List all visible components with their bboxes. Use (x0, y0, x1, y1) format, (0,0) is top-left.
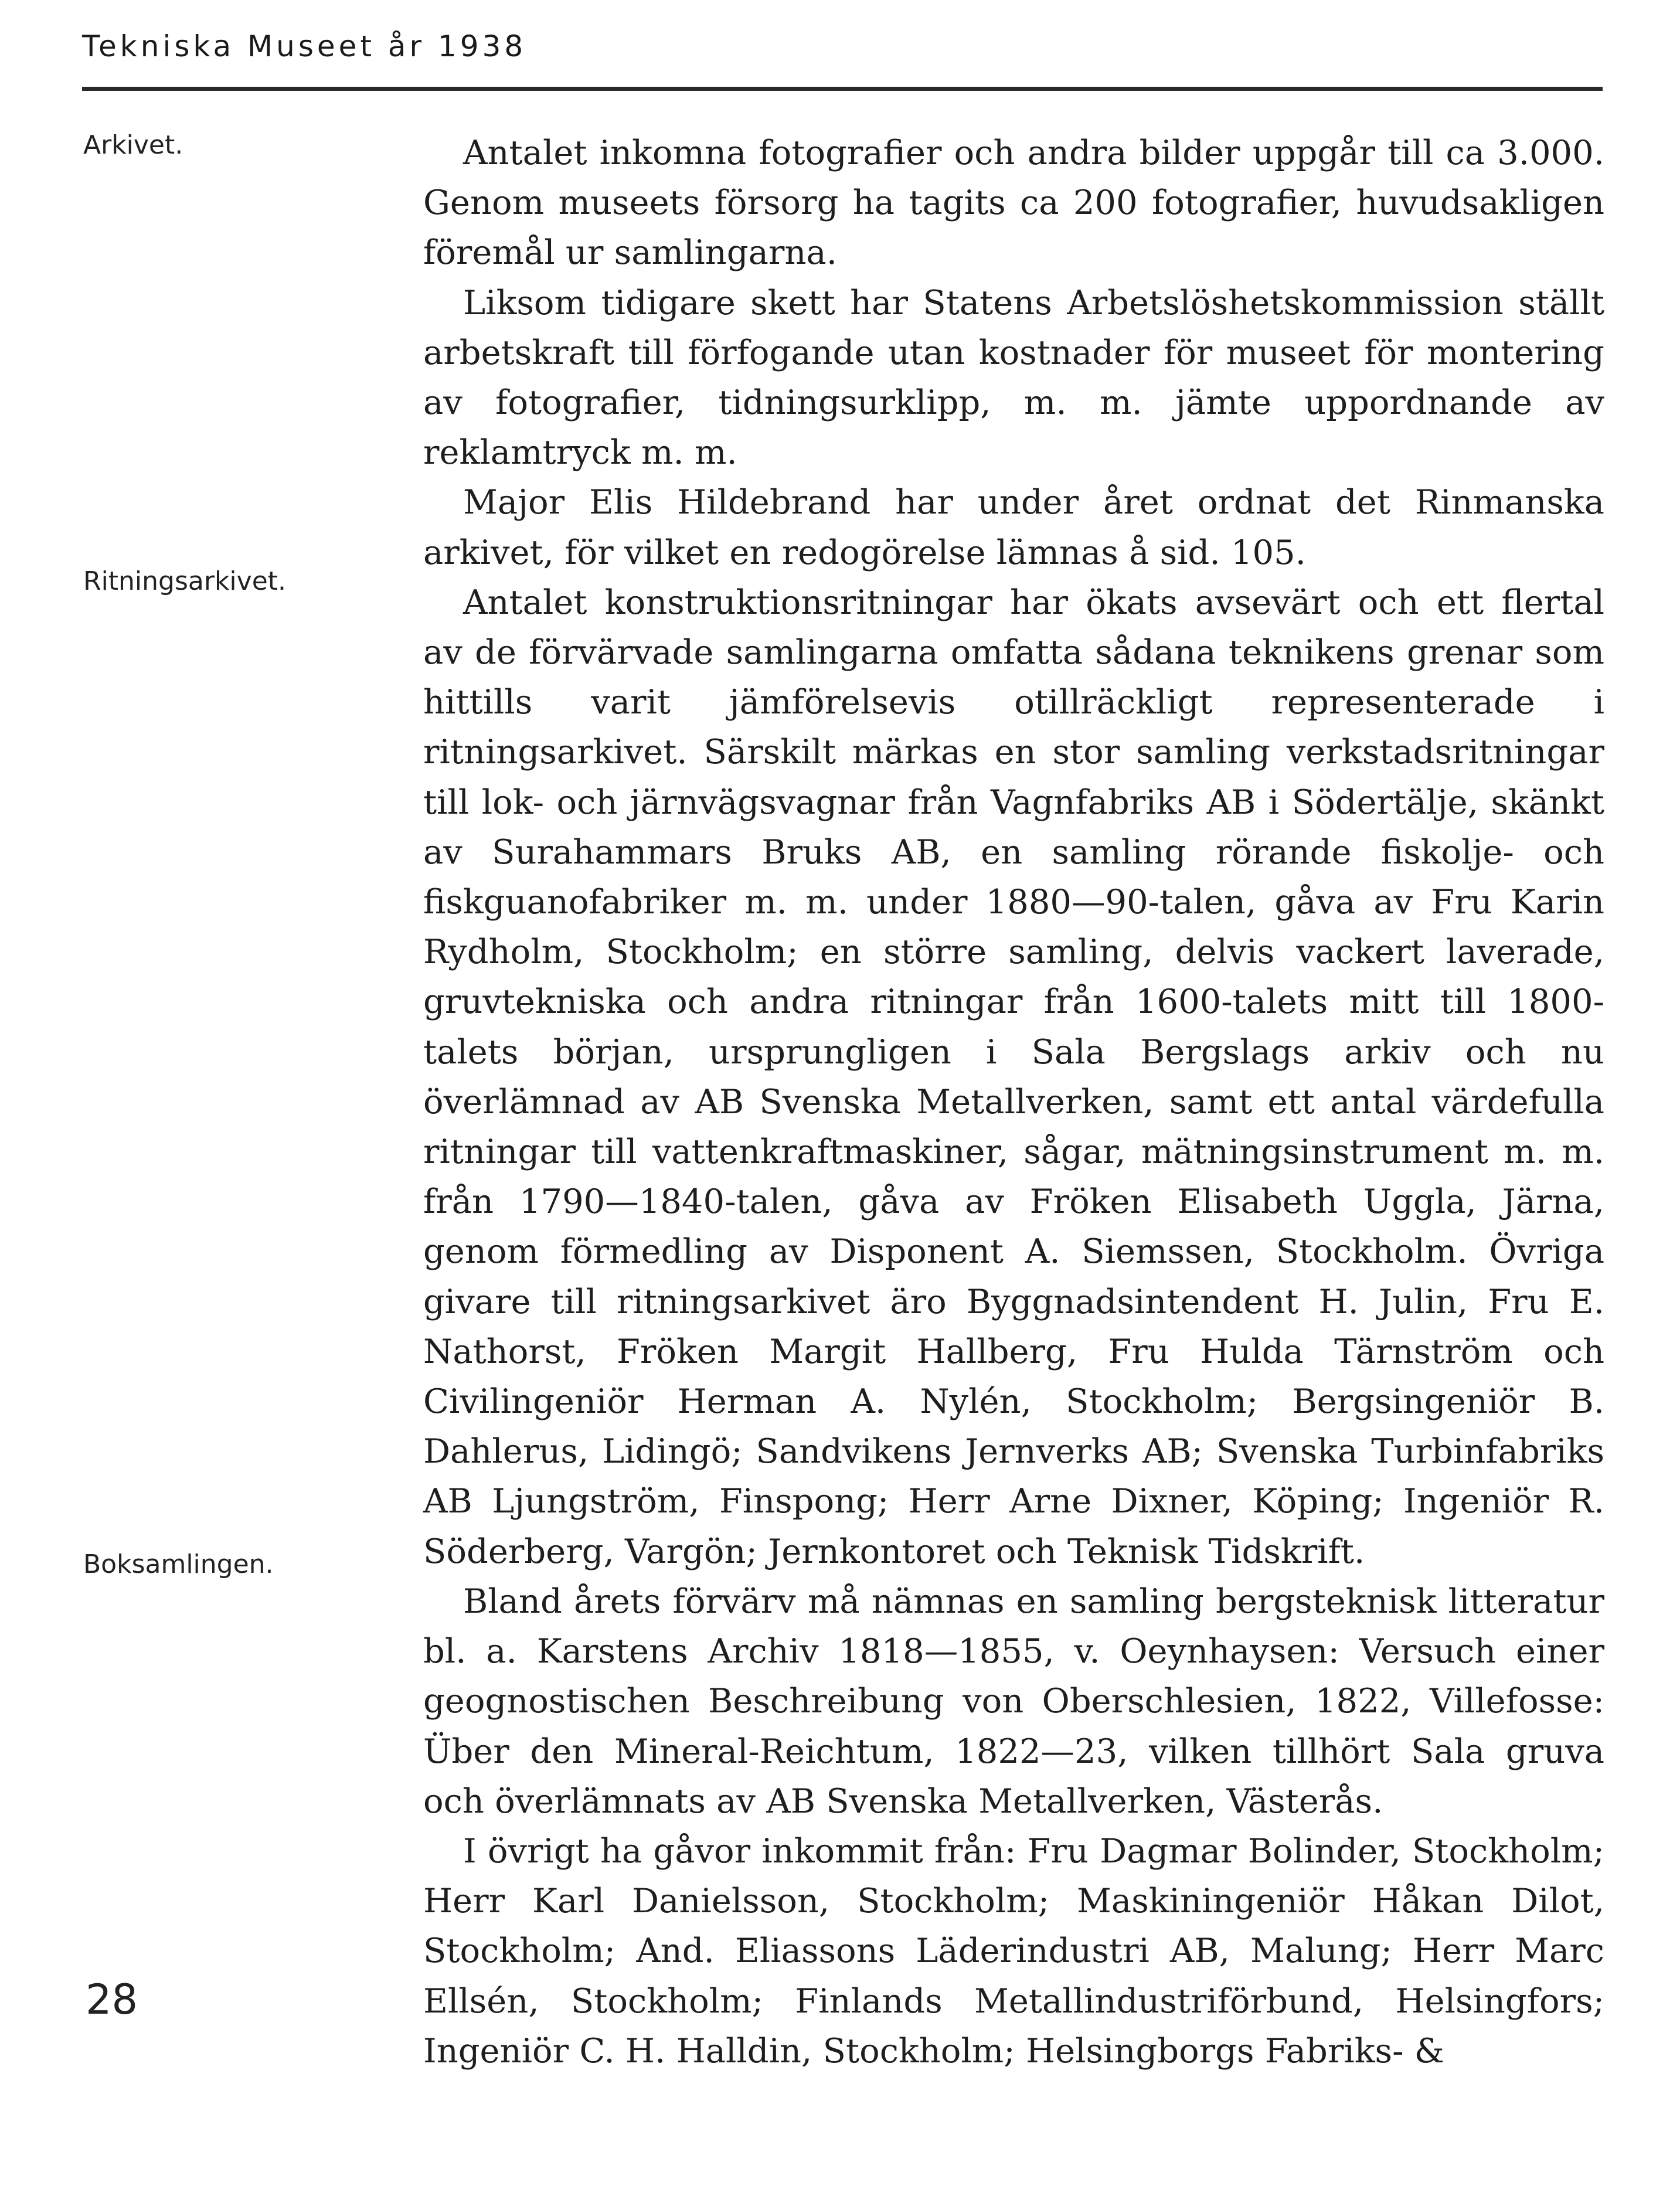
side-heading-boksamlingen: Boksamlingen. (83, 1549, 274, 1579)
paragraph-books: Bland årets förvärv må nämnas en samling bergsteknisk litteratur bl. a. Karstens Archiv 1818—1855, v. Oeynhaysen: Versuch einer geognostischen Beschreibung von Oberschlesien, 1822, Villefosse: Über den Mineral-Reichtum, 1822—23, vilken tillhört Sala gruva och överlämnats av AB Svenska Metallverken, Västerås. (423, 1581, 1604, 1821)
paragraph-donors: I övrigt ha gåvor inkommit från: Fru Dagmar Bolinder, Stockholm; Herr Karl Danielsson, Stockholm; Maskiningeniör Håkan Dilot, Stockholm; And. Eliassons Läderindustri AB, Malung; Herr Marc Ellsén, Stockholm; Finlands Metallindustriförbund, Helsingfors; Ingeniör C. H. Halldin, Stockholm; Helsingborgs Fabriks- & (423, 1831, 1604, 2071)
side-heading-ritningsarkivet: Ritningsarkivet. (83, 566, 287, 596)
side-heading-arkivet: Arkivet. (83, 130, 183, 160)
page-number: 28 (86, 1976, 138, 2024)
header-rule (82, 87, 1603, 91)
paragraph-drawings: Antalet konstruktionsritningar har ökats avsevärt och ett flertal av de förvärvade samlingarna omfatta sådana teknikens grenar som hittills varit jämförelsevis otillräckligt representerade i ritningsarkivet. Särskilt märkas en stor samling verkstadsritningar till lok- och järnvägsvagnar från Vagnfabriks AB i Södertälje, skänkt av Surahammars Bruks AB, en samling rörande fiskolje- och fiskguanofabriker m. m. under 1880—90-talen, gåva av Fru Karin Rydholm, Stockholm; en större samling, delvis vackert laverade, gruvtekniska och andra ritningar från 1600-talets mitt till 1800-talets början, ursprungligen i Sala Bergslags arkiv och nu överlämnad av AB Svenska Metallverken, samt ett antal värdefulla ritningar till vattenkraftmaskiner, sågar, mätningsinstrument m. m. från 1790—1840-talen, gåva av Fröken Elisabeth Uggla, Järna, genom förmedling av Disponent A. Siemssen, Stockholm. Övriga givare till ritningsarkivet äro Byggnadsintendent H. Julin, Fru E. Nathorst, Fröken Margit Hallberg, Fru Hulda Tärnström och Civilingeniör Herman A. Nylén, Stockholm; Bergsingeniör B. Dahlerus, Lidingö; Sandvikens Jernverks AB; Svenska Turbinfabriks AB Ljungström, Finspong; Herr Arne Dixner, Köping; Ingeniör R. Söderberg, Vargön; Jernkontoret och Teknisk Tidskrift. (423, 582, 1604, 1571)
paragraph-photographs: Antalet inkomna fotografier och andra bilder uppgår till ca 3.000. Genom museets försorg ha tagits ca 200 fotografier, huvudsakligen föremål ur samlingarna. (423, 133, 1604, 273)
paragraph-rinman-archive: Major Elis Hildebrand har under året ordnat det Rinmanska arkivet, för vilket en redogörelse lämnas å sid. 105. (423, 482, 1604, 572)
paragraph-labour-commission: Liksom tidigare skett har Statens Arbetslöshetskommission ställt arbetskraft till förfogande utan kostnader för museet för montering av fotografier, tidningsurklipp, m. m. jämte uppordnande av reklamtryck m. m. (423, 283, 1604, 472)
body-text (423, 128, 1604, 2076)
running-title: Tekniska Museet år 1938 (82, 29, 527, 63)
